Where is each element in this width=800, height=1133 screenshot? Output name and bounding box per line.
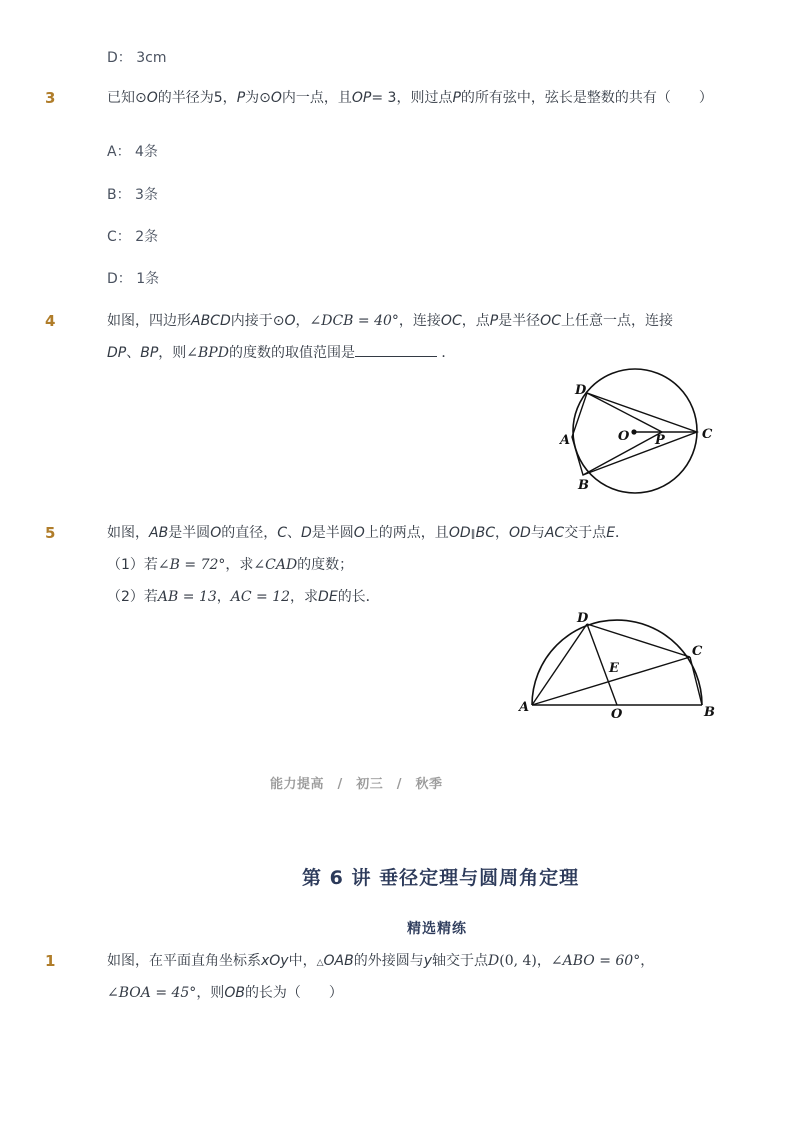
question-5-part-1: （1）若∠B = 72°，求∠CAD的度数；: [107, 557, 354, 573]
circle-quadrilateral-figure: [550, 364, 730, 494]
semicircle-figure: [510, 605, 725, 725]
q3-option-b: B： 3条: [107, 187, 158, 203]
label-p: P: [655, 433, 665, 448]
q3-option-d: D： 1条: [107, 271, 160, 287]
question-5-line-1: 如图，AB是半圆O的直径，C、D是半圆O上的两点，且OD∥BC，OD与AC交于点E．: [107, 525, 630, 541]
label-c: C: [702, 427, 713, 442]
center-point-o: [631, 429, 636, 434]
question-1-line-2: ∠BOA = 45°，则OB的长为（ ）: [107, 985, 343, 1001]
q3-option-a: A： 4条: [107, 144, 158, 160]
question-3-text: 已知⊙O的半径为5，P为⊙O内一点，且OP= 3，则过点P的所有弦中，弦长是整数的共有（ ）: [107, 90, 713, 106]
label-d: D: [577, 611, 589, 626]
label-o: O: [618, 429, 630, 444]
question-number: 4: [45, 312, 56, 330]
q3-option-c: C： 2条: [107, 229, 159, 245]
label-a: A: [560, 433, 571, 448]
question-1-line-1: 如图，在平面直角坐标系xOy中，△OAB的外接圆与y轴交于点D(0, 4)，∠ABO = 60°，: [107, 953, 655, 969]
label-b: B: [578, 478, 589, 493]
lecture-title: 第 6 讲 垂径定理与圆周角定理: [302, 867, 580, 889]
question-number: 5: [45, 524, 56, 542]
q2-option-d: D： 3cm: [107, 50, 167, 66]
segment-dp: [587, 393, 662, 432]
segment-cb: [690, 657, 702, 705]
question-number: 3: [45, 89, 56, 107]
question-4-line-1: 如图，四边形ABCD内接于⊙O，∠DCB = 40°，连接OC，点P是半径OC上任意一点，连接: [107, 313, 673, 329]
question-4-line-2: DP、BP，则∠BPD的度数的取值范围是 ．: [107, 345, 456, 361]
section-subtitle: 精选精练: [407, 921, 467, 937]
question-number: 1: [45, 952, 56, 970]
segment-dc: [587, 624, 690, 657]
page-footer: 能力提高 / 初三 / 秋季: [270, 777, 443, 792]
label-o: O: [611, 707, 623, 722]
answer-blank[interactable]: [355, 344, 437, 357]
label-c: C: [692, 644, 703, 659]
label-e: E: [609, 661, 619, 676]
question-5-part-2: （2）若AB = 13，AC = 12，求DE的长．: [107, 589, 380, 605]
label-d: D: [575, 383, 587, 398]
label-a: A: [519, 700, 530, 715]
label-b: B: [704, 705, 715, 720]
segment-ad: [532, 624, 587, 705]
